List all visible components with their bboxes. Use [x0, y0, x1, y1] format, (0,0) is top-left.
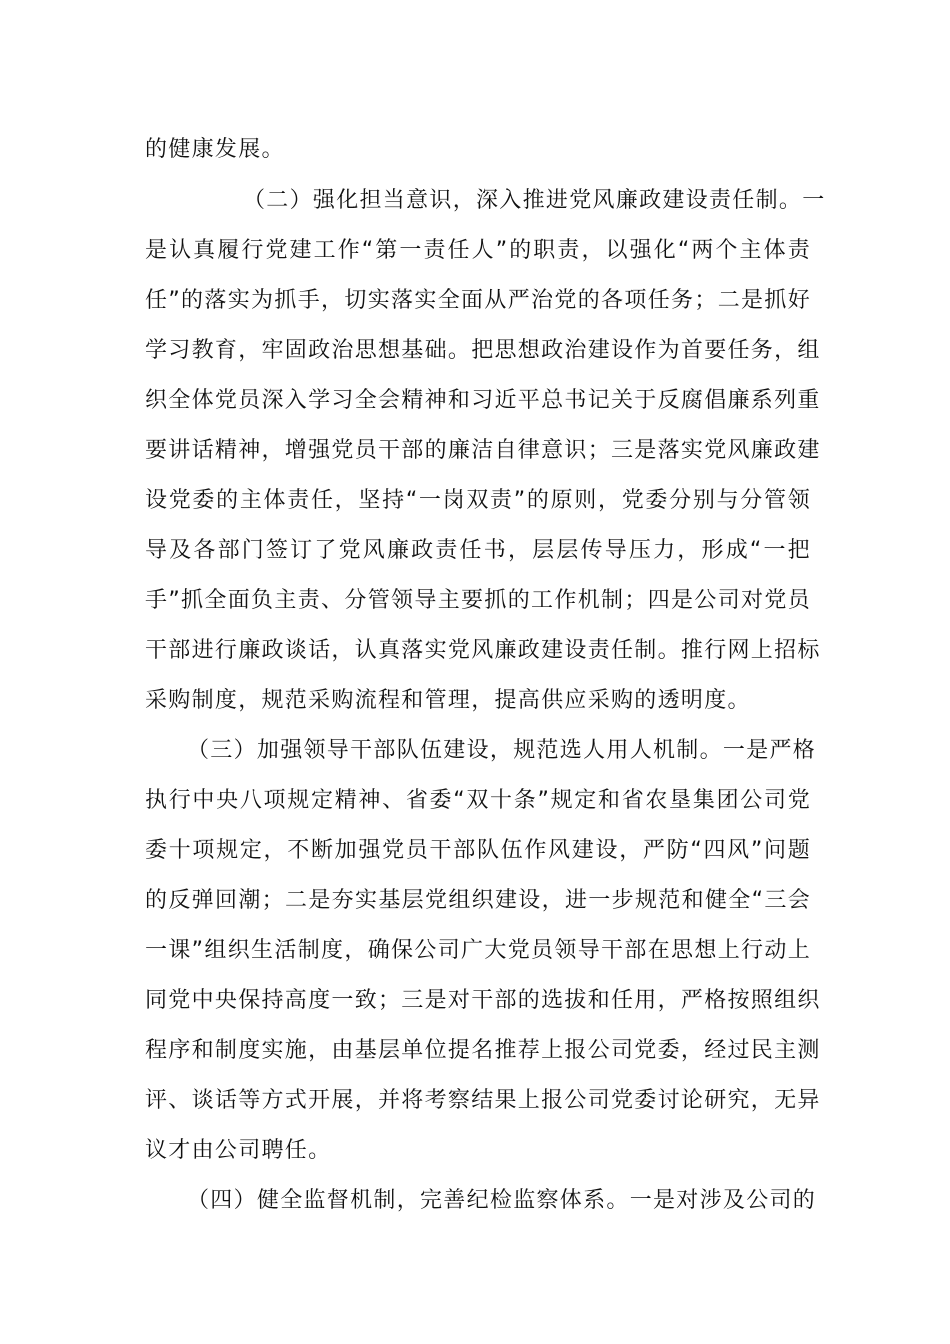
text-line-6: 织全体党员深入学习全会精神和习近平总书记关于反腐倡廉系列重 [145, 388, 821, 413]
text-line-4: 任”的落实为抓手，切实落实全面从严治党的各项任务；二是抓好 [145, 288, 811, 313]
text-line-15: 委十项规定，不断加强党员干部队伍作风建设，严防“四风”问题 [145, 838, 811, 863]
text-line-7: 要讲话精神，增强党员干部的廉洁自律意识；三是落实党风廉政建 [145, 438, 821, 463]
text-line-18: 同党中央保持高度一致；三是对干部的选拔和任用，严格按照组织 [145, 988, 821, 1013]
text-line-19: 程序和制度实施，由基层单位提名推荐上报公司党委，经过民主测 [145, 1038, 821, 1063]
text-line-9: 导及各部门签订了党风廉政责任书，层层传导压力，形成“一把 [145, 538, 811, 563]
text-line-16: 的反弹回潮；二是夯实基层党组织建设，进一步规范和健全“三会 [145, 888, 811, 913]
text-line-5: 学习教育，牢固政治思想基础。把思想政治建设作为首要任务，组 [145, 338, 821, 363]
text-line-20: 评、谈话等方式开展，并将考察结果上报公司党委讨论研究，无异 [145, 1088, 821, 1113]
text-line-14: 执行中央八项规定精神、省委“双十条”规定和省农垦集团公司党 [145, 788, 811, 813]
text-line-21: 议才由公司聘任。 [145, 1138, 332, 1163]
section-heading-4: （四）健全监督机制，完善纪检监察体系。一是对涉及公司的 [187, 1188, 817, 1213]
text-line-1: 的健康发展。 [145, 137, 285, 162]
section-heading-3: （三）加强领导干部队伍建设，规范选人用人机制。一是严格 [187, 738, 817, 763]
text-line-12: 采购制度，规范采购流程和管理，提高供应采购的透明度。 [145, 688, 751, 713]
section-heading-2: （二）强化担当意识，深入推进党风廉政建设责任制。一 [243, 188, 826, 213]
text-line-17: 一课”组织生活制度，确保公司广大党员领导干部在思想上行动上 [145, 938, 811, 963]
text-line-10: 手”抓全面负主责、分管领导主要抓的工作机制；四是公司对党员 [145, 588, 811, 613]
text-line-8: 设党委的主体责任，坚持“一岗双责”的原则，党委分别与分管领 [145, 488, 811, 513]
text-line-3: 是认真履行党建工作“第一责任人”的职责，以强化“两个主体责 [145, 238, 811, 263]
text-line-11: 干部进行廉政谈话，认真落实党风廉政建设责任制。推行网上招标 [145, 638, 821, 663]
